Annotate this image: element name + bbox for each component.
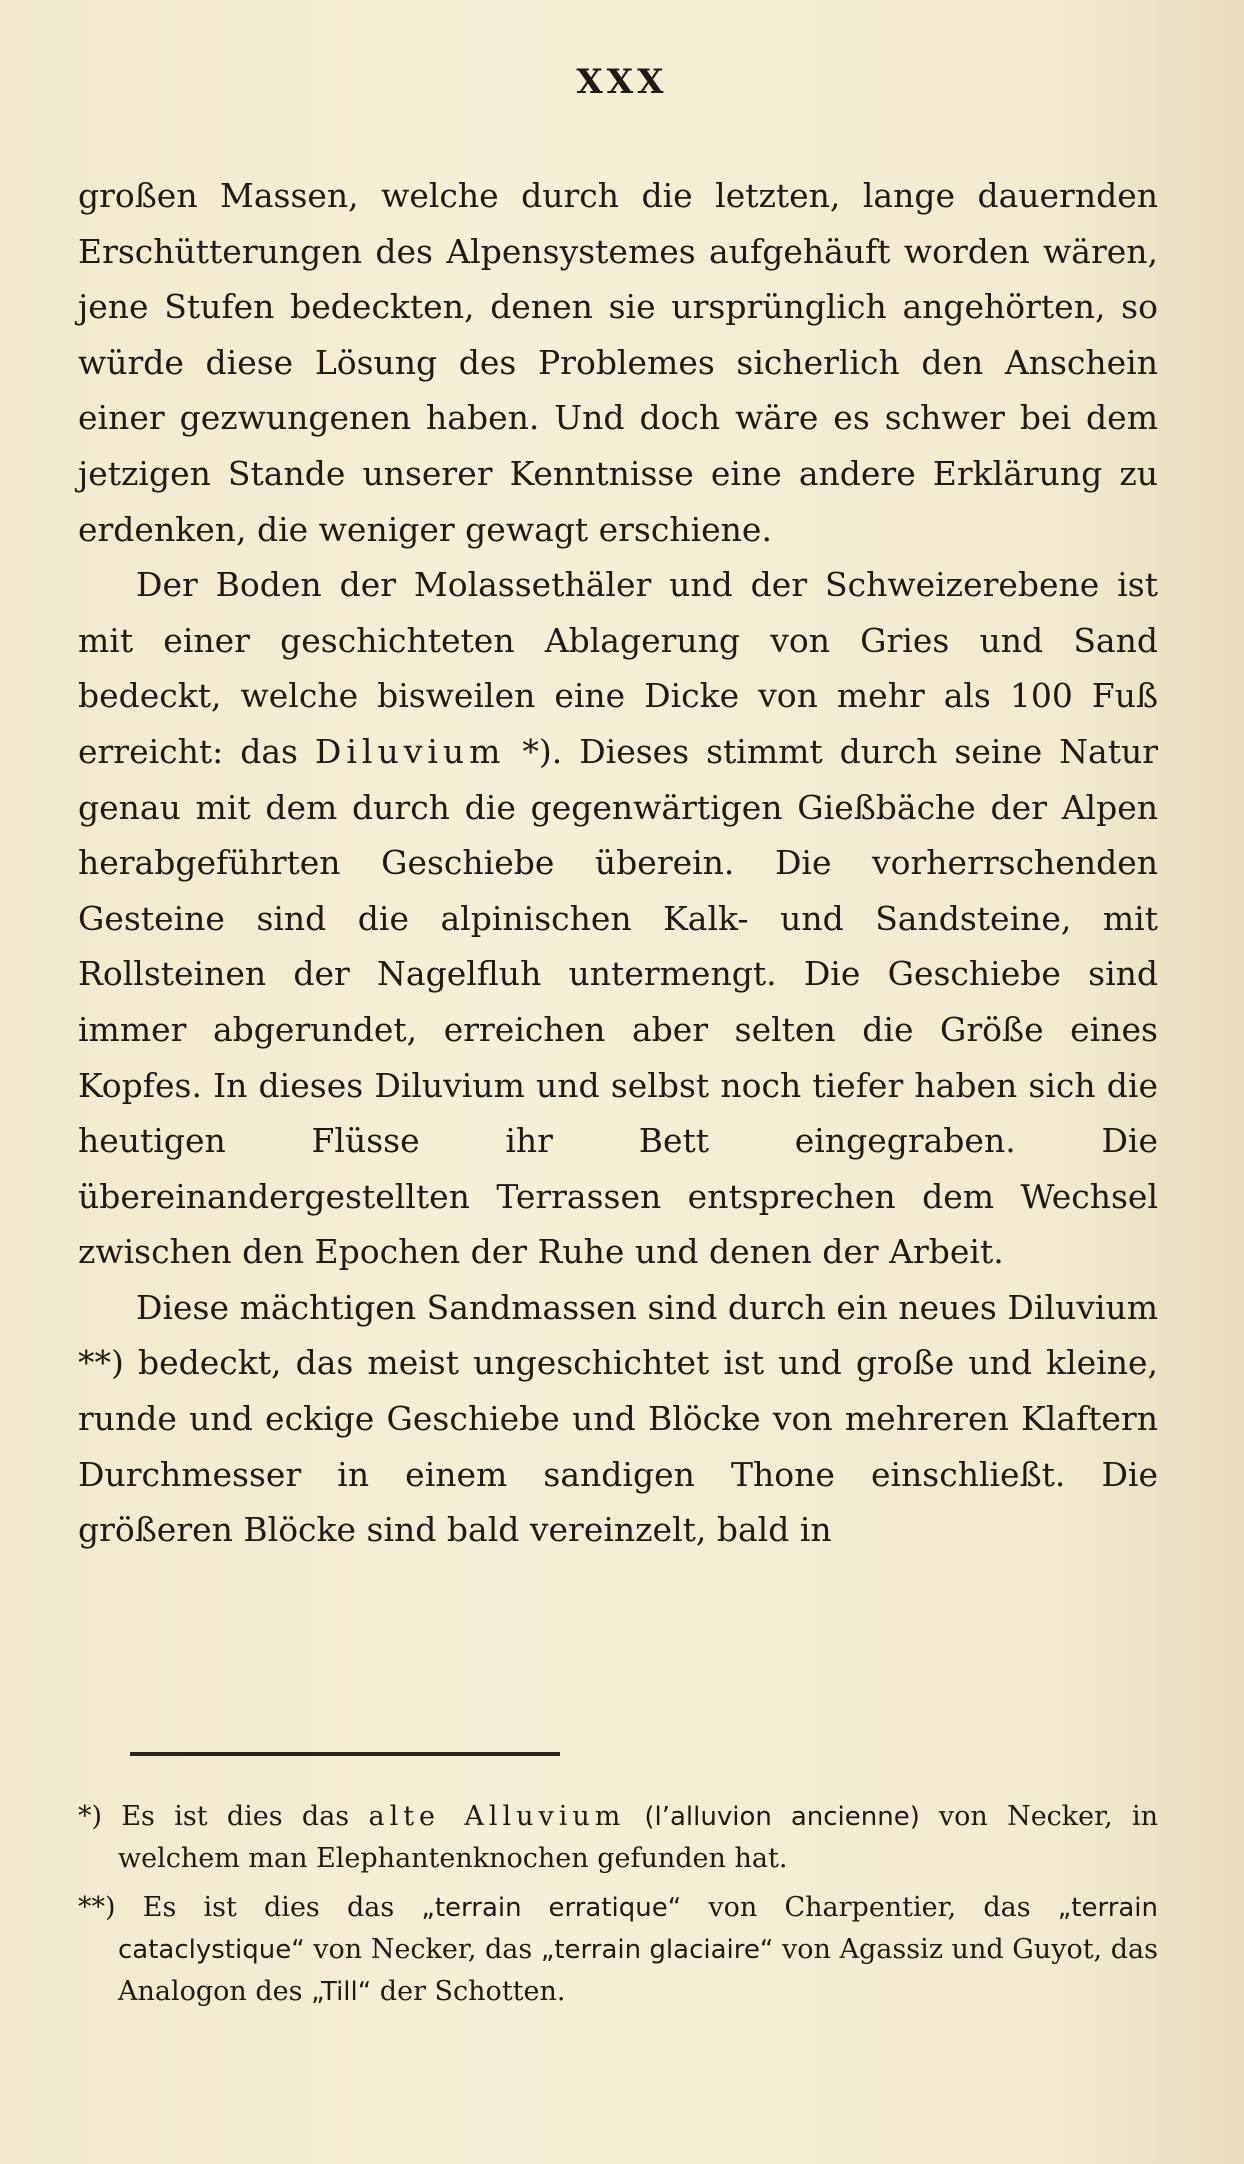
footnote-ref-1: *). <box>505 731 580 771</box>
footnotes <box>78 1796 1158 2021</box>
footnote-2-text-a: Es ist dies das <box>142 1892 422 1923</box>
footnote-2-latin-1: „terrain erratique“ <box>421 1893 682 1923</box>
paragraph-2 <box>78 557 1158 1280</box>
footnote-2-marker: **) <box>78 1892 143 1923</box>
footnote-2-latin-2: „terrain cataclystique“ <box>118 1893 1159 1965</box>
footnote-1-marker: *) <box>78 1801 122 1832</box>
footnote-2 <box>78 1887 1158 2013</box>
paragraph-2-end: Dieses stimmt durch seine Natur genau mit dem durch die gegenwärtigen Gießbäche der Alpen herabgeführten Geschiebe überein. Die vorherrschenden Gesteine sind die alpinischen Kalk- und Sandsteine, mit Rollsteinen der Nagelfluh untermengt. Die Geschiebe sind immer abgerundet, erreichen aber selten die Größe eines Kopfes. In dieses Diluvium und selbst noch tiefer haben sich die heutigen Flüsse ihr Bett eingegraben. Die übereinandergestellten Terrassen entsprechen dem Wechsel zwischen den Epochen der Ruhe und denen der Arbeit. <box>78 731 1158 1272</box>
footnote-1-term: alte Alluvium <box>368 1801 626 1832</box>
paragraph-1: großen Massen, welche durch die letzten, lange dauernden Erschütterungen des Alpensystemes aufgehäuft worden wären, jene Stufen bedeckten, denen sie ursprünglich angehörten, so würde diese Lösung des Problemes sicherlich den Anschein einer gezwungenen haben. Und doch wäre es schwer bei dem jetzigen Stande unserer Kenntnisse eine andere Erklärung zu erdenken, die weniger gewagt erschiene. <box>78 176 1158 549</box>
page-number: XXX <box>576 62 668 102</box>
footnote-2-text-e: der Schotten. <box>371 1976 566 2007</box>
footnote-1-text-b: von Necker, in welchem man Elephantenknochen gefunden hat. <box>118 1801 1158 1874</box>
main-text <box>78 168 1158 1558</box>
footnote-2-text-c: von Necker, das <box>304 1934 541 1965</box>
paragraph-3: Diese mächtigen Sandmassen sind durch ein neues Diluvium **) bedeckt, das meist ungeschichtet ist und große und kleine, runde und eckige Geschiebe und Blöcke von mehreren Klaftern Durchmesser in einem sandigen Thone einschließt. Die größeren Blöcke sind bald vereinzelt, bald in <box>78 1287 1158 1550</box>
footnote-2-latin-4: „Till“ <box>311 1977 372 2007</box>
footnote-divider <box>130 1752 560 1756</box>
footnote-1 <box>78 1796 1158 1879</box>
emphasized-term-diluvium: Diluvium <box>314 731 506 771</box>
footnote-1-latin: (l’alluvion ancienne) <box>625 1802 939 1832</box>
footnote-1-text-a: Es ist dies das <box>121 1801 369 1832</box>
paragraph-2-start: Der Boden der Molassethäler und der Schweizerebene ist mit einer geschichteten Ablagerung von Gries und Sand bedeckt, welche bisweilen eine Dicke von mehr als 100 Fuß erreicht: das <box>78 565 1158 771</box>
footnote-2-latin-3: „terrain glaciaire“ <box>540 1935 774 1965</box>
footnote-2-text-b: von Charpentier, das <box>681 1892 1058 1923</box>
footnote-2-text-d: von Agassiz und Guyot, das Analogon des <box>118 1934 1158 2007</box>
